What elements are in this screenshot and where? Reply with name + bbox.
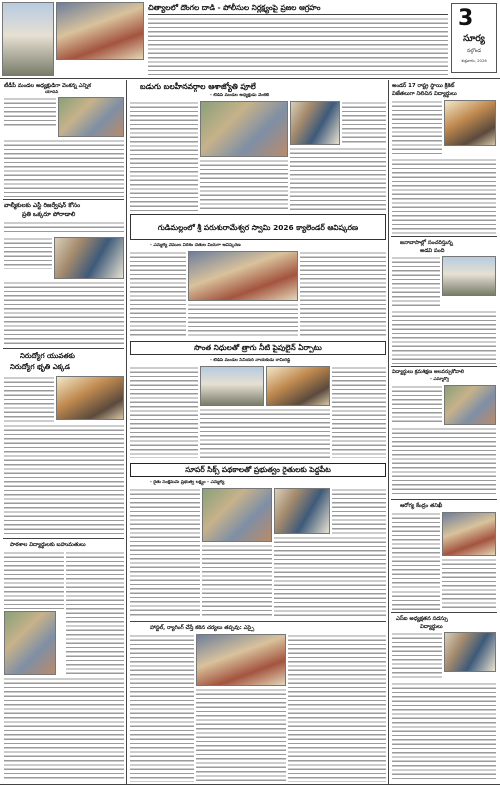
center-story4-text-4 <box>332 488 386 534</box>
right-story4-photo <box>442 512 496 556</box>
right-story1-photo <box>444 100 496 146</box>
pipeline-banner <box>130 341 386 355</box>
left-divider-2 <box>3 348 124 349</box>
right-divider-1 <box>391 236 497 237</box>
center-story4-text-2 <box>202 544 272 618</box>
center-last-photo <box>196 634 286 686</box>
super-six-banner-text: సూపర్ సిక్స్ పథకాలతో ప్రభుత్వం రైతులకు పెద్దపీట <box>185 464 331 474</box>
left-story1-text <box>4 97 56 127</box>
header-rule <box>148 14 448 15</box>
left-story2-photo <box>54 237 124 279</box>
right-story2-photo <box>442 256 496 296</box>
center-story1-title: బడుగు బలహీనవర్గాల ఆశాజ్యోతి పూలే <box>140 82 256 91</box>
header-building-photo <box>56 2 144 60</box>
right-story5-text <box>392 632 442 680</box>
right-story3-photo <box>444 385 496 425</box>
left-story4-photo <box>4 611 56 675</box>
right-divider-3 <box>391 499 497 500</box>
center-story3-text-3 <box>332 366 386 458</box>
pipeline-photo-2 <box>266 366 330 406</box>
header-bottom-rule <box>0 78 500 79</box>
right-story2-text-2 <box>392 310 496 364</box>
left-story4-title: పాఠశాల విద్యార్థులకు బహుమతులు <box>10 542 86 548</box>
center-last-text-2 <box>196 688 286 782</box>
pipeline-photo <box>200 366 264 406</box>
center-story4-text <box>130 488 200 618</box>
right-story4-title: ఆరోగ్య కేంద్రం తనిఖీ <box>400 503 443 509</box>
right-story4-text-3 <box>392 590 440 610</box>
center-story2-text-3 <box>300 251 386 337</box>
page-bottom-rule <box>0 784 500 785</box>
center-last-title: హాస్టల్, ర్యాగింగ్ చేస్తే కఠిన చర్యలు తప్పవు: ఎస్సై <box>150 625 255 631</box>
center-story1-photo <box>200 101 288 157</box>
left-story1-photo <box>58 97 124 137</box>
right-story1-subtitle: విజేతలుగా నిలిచిన విద్యార్థులు <box>392 91 457 97</box>
right-story5-photo <box>444 632 496 672</box>
left-story3-text <box>4 376 54 422</box>
right-story4-text <box>392 512 440 588</box>
right-story5-text-2 <box>392 682 496 782</box>
center-story1-text <box>130 101 198 211</box>
left-story4-text-2 <box>66 551 124 675</box>
right-story4-text-2 <box>442 558 496 610</box>
left-story2-subtitle: ప్రతి ఒక్కరూ పోరాడాలి <box>22 211 76 218</box>
edition-date: శుక్రవారం, 2026 <box>461 58 487 63</box>
top-headline: చిత్యాలలో దొంగల దాడి - పోలీసుల నిర్లక్ష్యంపై ప్రజల ఆగ్రహం <box>148 3 321 12</box>
header-story-text <box>148 17 448 75</box>
edition-name: నల్గొండ <box>466 48 482 54</box>
calendar-banner-subtitle: - ఎమ్మెల్యే వేముల వీరేశం చేతుల మీదుగా ఆవిష్కరణ <box>150 243 241 248</box>
right-story2-text <box>392 256 440 308</box>
right-story1-text-2 <box>392 158 496 234</box>
pipeline-banner-text: సొంత నిధులతో త్రాగు నీటి పైపులైన్ ఏర్పాటు <box>194 342 322 352</box>
center-last-text <box>130 634 194 782</box>
right-story1-text <box>392 100 442 156</box>
right-story2-subtitle: అడవి పంది <box>420 248 445 254</box>
right-story3-text <box>392 385 442 425</box>
left-story2-title: వాల్మీకులకు ఎస్టీ రిజర్వేషన్ కోసం <box>4 202 81 209</box>
left-story1-subtitle: యాదవ్ <box>45 90 59 95</box>
left-column-separator <box>126 80 127 784</box>
left-divider-1 <box>3 199 124 200</box>
super-six-photo <box>202 488 272 542</box>
calendar-banner <box>130 214 386 240</box>
right-story3-subtitle: - ఎమ్మార్వో <box>430 377 449 382</box>
right-story5-title: ఎస్ఐ అధ్యక్షతన సదస్సు <box>396 616 448 622</box>
center-story1-text-2 <box>200 159 288 211</box>
right-story2-title: జనావాసాల్లో సంచరిస్తున్న <box>400 240 453 246</box>
right-story3-text-2 <box>392 427 496 497</box>
left-story3-title: నిరుద్యోగ యువతకు <box>20 352 75 360</box>
calendar-photo <box>188 251 298 301</box>
page-number: 3 <box>458 6 474 31</box>
super-six-photo-2 <box>274 488 330 534</box>
left-story2-text-3 <box>4 281 124 346</box>
center-story1-subtitle: - టీడీపీ మండల అధ్యక్షుడు వెంకట్ <box>210 93 270 98</box>
left-story3-subtitle: నిరుద్యోగ భృతి ఎక్కడ <box>10 363 70 371</box>
center-story1-photo-2 <box>290 101 340 145</box>
left-divider-3 <box>3 538 124 539</box>
left-story2-text-2 <box>4 237 52 269</box>
center-divider-last <box>130 621 386 622</box>
center-story4-text-3 <box>274 536 386 618</box>
left-story3-text-2 <box>4 424 124 536</box>
center-last-text-3 <box>288 634 386 782</box>
center-story3-text <box>130 366 198 458</box>
header-portrait-photo <box>2 2 54 76</box>
right-divider-2 <box>391 366 497 367</box>
center-story3-text-2 <box>200 408 330 458</box>
left-story2-text <box>4 221 124 235</box>
left-story4-text <box>4 551 64 609</box>
brand-name: సూర్య <box>463 34 485 44</box>
right-divider-4 <box>391 612 497 613</box>
super-six-banner <box>130 463 386 477</box>
center-story2-text-2 <box>188 303 298 337</box>
left-story1-text-2 <box>4 139 124 197</box>
super-six-banner-subtitle: - రైతు సంక్షేమమే ప్రభుత్వ లక్ష్యం - ఎమ్మెల్యే <box>150 480 225 485</box>
right-story3-title: విద్యార్థులు క్రమశిక్షణ అలవర్చుకోవాలి <box>392 369 465 375</box>
center-column-separator <box>388 80 389 784</box>
right-story5-subtitle: విద్యార్థులు <box>420 624 443 630</box>
calendar-banner-text: గుడిమల్లంలో శ్రీ పరుశురామేశ్వర స్వామి 2026 క్యాలెండర్ ఆవిష్కరణ <box>157 222 359 232</box>
left-story3-photo <box>56 376 124 420</box>
center-story1-text-3 <box>290 147 386 211</box>
center-story1-text-4 <box>342 101 386 145</box>
left-story4-text-3 <box>4 677 124 781</box>
masthead <box>451 3 497 73</box>
center-story2-text <box>130 251 186 337</box>
left-story1-title: టీడీపీ మండల అధ్యక్షుడిగా వెంకన్న ఎన్నిక <box>4 83 91 89</box>
right-story1-title: అండర్ 17 రాష్ట్ర స్థాయి క్రికెట్ <box>392 83 455 89</box>
pipeline-banner-subtitle: - టీడీపీ మండల సీనియర్ నాయకుడు రామిరెడ్డి <box>210 358 291 363</box>
